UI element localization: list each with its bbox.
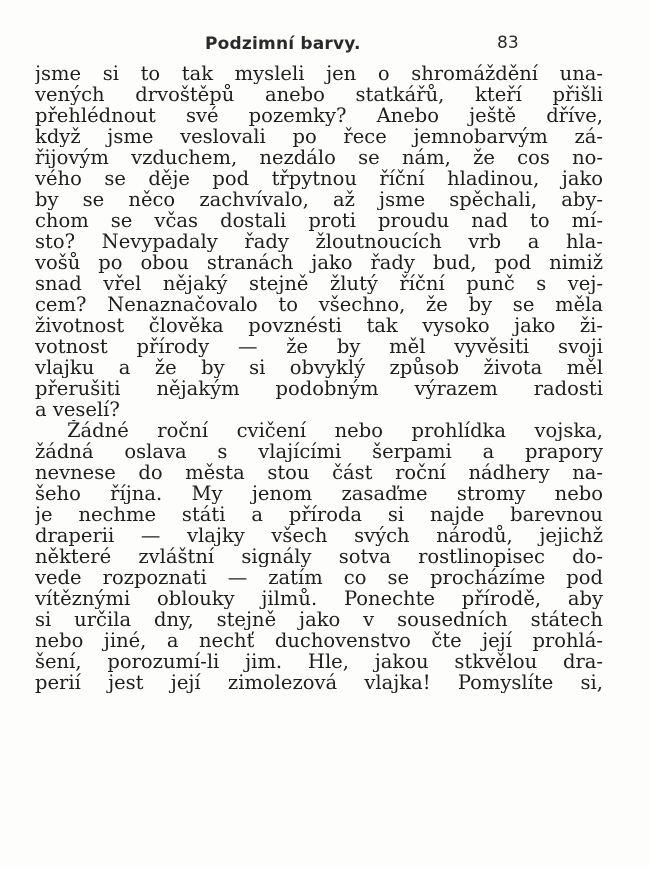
text-line: nebo jiné, a nechť duchovenstvo čte její prohlá- <box>35 630 603 651</box>
text-line: chom se včas dostali proti proudu nad to mí- <box>35 210 603 231</box>
text-line: vošů po obou stranách jako řady bud, pod nimiž <box>35 252 603 273</box>
text-line: přehlédnout své pozemky? Anebo ještě dříve, <box>35 105 603 126</box>
text-line: vítěznými oblouky jilmů. Ponechte přírodě, aby <box>35 588 603 609</box>
text-line: vlajku a že by si obvyklý způsob života měl <box>35 357 603 378</box>
text-line: Žádné roční cvičení nebo prohlídka vojska, <box>67 420 603 441</box>
text-line: by se něco zachvívalo, až jsme spěchali, aby- <box>35 189 603 210</box>
text-line: řijovým vzduchem, nezdálo se nám, že cos no- <box>35 147 603 168</box>
page-number: 83 <box>497 33 519 53</box>
body-text <box>35 63 603 693</box>
text-line: je nechme státi a příroda si najde barevnou <box>35 504 603 525</box>
text-line: šeho října. My jenom zasaďme stromy nebo <box>35 483 603 504</box>
text-line: draperii — vlajky všech svých národů, jejichž <box>35 525 603 546</box>
text-line: si určila dny, stejně jako v sousedních státech <box>35 609 603 630</box>
text-line: vede rozpoznati — zatím co se procházíme pod <box>35 567 603 588</box>
text-line: votnost přírody — že by měl vyvěsiti svoji <box>35 336 603 357</box>
text-line: vených drvoštěpů anebo statkářů, kteří přišli <box>35 84 603 105</box>
running-title: Podzimní barvy. <box>205 34 361 54</box>
text-line: některé zvláštní signály sotva rostlinopisec do- <box>35 546 603 567</box>
text-line: snad vřel nějaký stejně žlutý říční punč s vej- <box>35 273 603 294</box>
text-line: přerušiti nějakým podobným výrazem radosti <box>35 378 603 399</box>
text-line: životnost člověka povznésti tak vysoko jako ži- <box>35 315 603 336</box>
text-line: a veselí? <box>35 399 120 420</box>
text-line: když jsme veslovali po řece jemnobarvým zá- <box>35 126 603 147</box>
text-line: šení, porozumí-li jim. Hle, jakou stkvělou dra- <box>35 651 603 672</box>
text-line: vého se děje pod třpytnou říční hladinou, jako <box>35 168 603 189</box>
text-line: sto? Nevypadaly řady žloutnoucích vrb a hla- <box>35 231 603 252</box>
text-line: cem? Nenaznačovalo to všechno, že by se měla <box>35 294 603 315</box>
text-line: perií jest její zimolezová vlajka! Pomyslíte si, <box>35 672 603 693</box>
text-line: jsme si to tak mysleli jen o shromáždění una- <box>35 63 603 84</box>
text-line: nevnese do města stou část roční nádhery na- <box>35 462 603 483</box>
text-line: žádná oslava s vlajícími šerpami a prapory <box>35 441 603 462</box>
